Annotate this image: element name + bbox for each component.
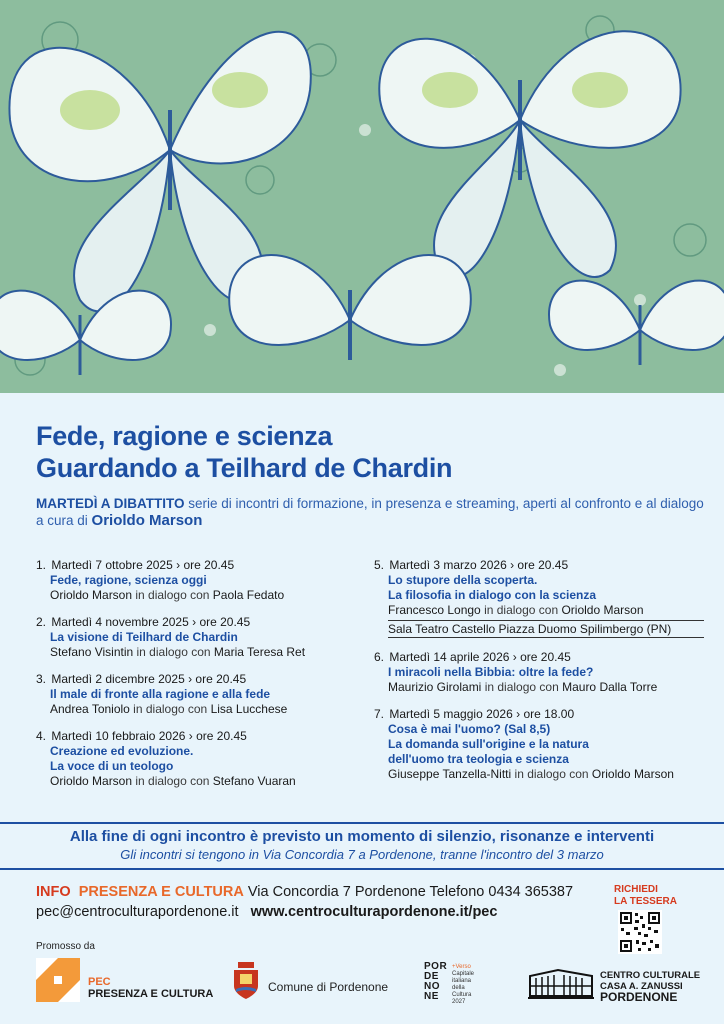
events-column-left xyxy=(36,558,356,801)
butterfly-pattern-image xyxy=(0,0,724,393)
pn-small-line: Capitale xyxy=(452,971,475,977)
info-address: Via Concordia 7 Pordenone Telefono 0434 365387 xyxy=(243,884,574,900)
title-line-2: Guardando a Teilhard de Chardin xyxy=(36,453,453,483)
pn-small-line: italiana xyxy=(452,978,472,984)
event-time: › ore 20.45 xyxy=(506,558,569,572)
series-description xyxy=(36,495,706,512)
event-speaker: Stefano Visintin xyxy=(50,645,134,659)
pn-line: NE xyxy=(424,991,439,1002)
pn-small-line: 2027 xyxy=(452,999,466,1005)
event-speaker: Maurizio Girolami xyxy=(388,680,482,694)
event-date: Martedì 3 marzo 2026 xyxy=(389,558,507,572)
info-website[interactable]: www.centroculturapordenone.it/pec xyxy=(250,904,498,920)
curator-line xyxy=(36,512,202,529)
event-guest: Stefano Vuaran xyxy=(212,774,296,788)
event-joiner: in dialogo con xyxy=(133,645,214,659)
pec-mark-icon xyxy=(36,958,80,1002)
event-speaker: Andrea Toniolo xyxy=(50,702,130,716)
event-time: › ore 20.45 xyxy=(172,558,235,572)
event-date: Martedì 7 ottobre 2025 xyxy=(51,558,173,572)
event-guest: Paola Fedato xyxy=(212,588,285,602)
event-speaker: Giuseppe Tanzella-Nitti xyxy=(388,767,512,781)
event-joiner: in dialogo con xyxy=(132,774,213,788)
event-time: › ore 18.00 xyxy=(512,707,575,721)
event-topic: Creazione ed evoluzione. xyxy=(50,744,194,758)
building-icon xyxy=(528,966,594,1000)
ccz-line-2: CASA A. ZANUSSI xyxy=(600,981,683,992)
pn-line: DE xyxy=(424,971,439,982)
event-joiner: in dialogo con xyxy=(132,588,213,602)
series-label: MARTEDÌ A DIBATTITO xyxy=(36,496,185,511)
event-number: 3. xyxy=(36,672,47,686)
pn-small-line: della xyxy=(452,985,465,991)
event-topic: Lo stupore della scoperta. xyxy=(388,573,538,587)
event-topic: Cosa è mai l'uomo? (Sal 8,5) xyxy=(388,722,551,736)
event-date: Martedì 4 novembre 2025 xyxy=(51,615,189,629)
event-item xyxy=(36,615,356,660)
pn-line: NO xyxy=(424,981,440,992)
event-time: › ore 20.45 xyxy=(184,672,247,686)
butterfly-banner xyxy=(0,0,724,393)
pordenone-2027-logo xyxy=(424,962,504,1004)
event-topic: La filosofia in dialogo con la scienza xyxy=(388,588,597,602)
curator-prefix: a cura di xyxy=(36,513,92,528)
event-number: 4. xyxy=(36,729,47,743)
event-number: 5. xyxy=(374,558,385,572)
pn-small-line: Cultura xyxy=(452,992,472,998)
event-number: 1. xyxy=(36,558,47,572)
event-speaker: Orioldo Marson xyxy=(50,588,133,602)
membership-callout xyxy=(614,884,677,908)
event-topic: Fede, ragione, scienza oggi xyxy=(50,573,207,587)
title-line-1: Fede, ragione e scienza xyxy=(36,421,333,451)
event-topic: La voce di un teologo xyxy=(50,759,174,773)
event-speaker: Francesco Longo xyxy=(388,603,481,617)
tessera-line-1: RICHIEDI xyxy=(614,884,658,895)
pec-line-2: PRESENZA E CULTURA xyxy=(88,988,214,1000)
comune-name: Comune di Pordenone xyxy=(268,980,389,994)
event-topic: Il male di fronte alla ragione e alla fede xyxy=(50,687,271,701)
event-topic: I miracoli nella Bibbia: oltre la fede? xyxy=(388,665,594,679)
event-number: 6. xyxy=(374,650,385,664)
poster-title xyxy=(36,420,696,484)
event-time: › ore 20.45 xyxy=(509,650,571,664)
centro-culturale-logo xyxy=(528,966,718,1006)
event-joiner: in dialogo con xyxy=(129,702,211,716)
event-date: Martedì 5 maggio 2026 xyxy=(389,707,513,721)
event-joiner: in dialogo con xyxy=(481,680,563,694)
event-date: Martedì 14 aprile 2026 xyxy=(389,650,510,664)
event-item xyxy=(374,707,704,782)
event-time: › ore 20.45 xyxy=(188,615,251,629)
event-number: 7. xyxy=(374,707,385,721)
comune-crest-icon xyxy=(232,962,260,1000)
event-topic: La visione di Teilhard de Chardin xyxy=(50,630,238,644)
event-guest: Orioldo Marson xyxy=(591,767,674,781)
promoted-by-label: Promosso da xyxy=(36,941,95,952)
curator-name: Orioldo Marson xyxy=(91,512,203,529)
event-date: Martedì 10 febbraio 2026 xyxy=(51,729,186,743)
event-item xyxy=(374,650,704,695)
ccz-line-3: PORDENONE xyxy=(600,990,678,1004)
event-guest: Lisa Lucchese xyxy=(210,702,288,716)
pec-logo xyxy=(36,958,216,1002)
series-text: serie di incontri di formazione, in presenza e streaming, aperti al confronto e al dialogo xyxy=(184,496,704,511)
event-item xyxy=(374,558,704,638)
comune-logo xyxy=(232,962,402,1002)
info-label: INFO xyxy=(36,884,71,900)
pn-small-line: +Verso xyxy=(452,964,471,970)
event-item xyxy=(36,558,356,603)
info-email[interactable]: pec@centroculturapordenone.it xyxy=(36,904,239,920)
event-guest: Orioldo Marson xyxy=(561,603,644,617)
event-time: › ore 20.45 xyxy=(185,729,247,743)
qr-code-icon[interactable] xyxy=(618,910,662,954)
pec-line-1: PEC xyxy=(88,976,111,988)
event-item xyxy=(36,672,356,717)
event-joiner: in dialogo con xyxy=(480,603,562,617)
events-column-right xyxy=(374,558,704,794)
event-date: Martedì 2 dicembre 2025 xyxy=(51,672,185,686)
closing-notice xyxy=(0,822,724,870)
ccz-line-1: CENTRO CULTURALE xyxy=(600,970,701,981)
pn-line: POR xyxy=(424,961,448,972)
closing-line-2: Gli incontri si tengono in Via Concordia 7 a Pordenone, tranne l'incontro del 3 marzo xyxy=(120,847,604,862)
event-topic: dell'uomo tra teologia e scienza xyxy=(388,752,569,766)
event-venue: Sala Teatro Castello Piazza Duomo Spilimbergo (PN) xyxy=(388,620,704,638)
event-topic: La domanda sull'origine e la natura xyxy=(388,737,589,751)
closing-line-1: Alla fine di ogni incontro è previsto un momento di silenzio, risonanze e interventi xyxy=(69,828,655,845)
event-item xyxy=(36,729,356,789)
event-joiner: in dialogo con xyxy=(511,767,592,781)
event-speaker: Orioldo Marson xyxy=(50,774,133,788)
contact-info xyxy=(36,882,616,922)
event-guest: Mauro Dalla Torre xyxy=(562,680,658,694)
info-org: PRESENZA E CULTURA xyxy=(78,884,244,900)
event-guest: Maria Teresa Ret xyxy=(213,645,306,659)
tessera-line-2: LA TESSERA xyxy=(614,896,677,907)
event-number: 2. xyxy=(36,615,47,629)
